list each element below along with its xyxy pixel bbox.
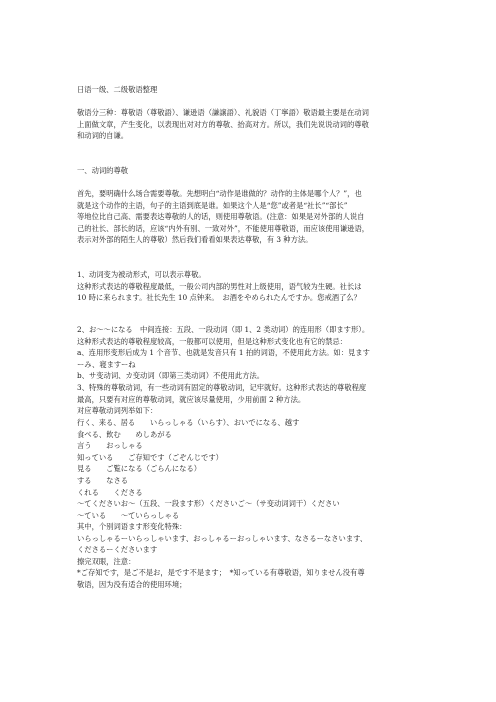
text-line: 表示对外部的陌生人的尊敬）然后我们看看如果表达尊敬，有 3 种方法。 — [77, 235, 313, 245]
text-line: ーみ、寝ますーね — [77, 359, 136, 369]
text-line: くださるーくださいます — [77, 545, 158, 555]
paragraph-method-2-3 — [77, 324, 428, 417]
list-item: ～ている ～ていらっしゃる — [77, 510, 180, 520]
text-line: 等地位比自己高、需要表达尊敬的人的话，则使用尊敬语。(注意：如果是对外部的人说自 — [77, 212, 365, 222]
list-item: する なさる — [77, 475, 129, 485]
text-line: 敬语，因为没有适合的使用环境； — [77, 579, 187, 589]
text-line: 和动词的自谦。 — [77, 131, 129, 141]
section-heading — [77, 165, 428, 177]
text-line: 敬语分三种：尊敬语（尊敬語）、谦逊语（謙譲語）、礼貌语（丁寧語）敬语最主要是在动词 — [77, 108, 369, 117]
list-item: 行く、来る、居る いらっしゃる（いらす）、おいでになる、越す — [77, 418, 300, 427]
text-line: 3、特殊的尊敬动词，有一些动词有固定的尊敬动词，记牢就好。这种形式表达的尊敬程度 — [77, 382, 367, 392]
intro-paragraph — [77, 107, 428, 142]
text-line: 首先，要明确什么场合需要尊敬。先想明白“动作是谁做的？动作的主体是哪个人？”，也 — [77, 189, 362, 198]
text-line: 上面做文章，产生变化，以表现出对对方的尊敬、抬高对方。所以，我们先说说动词的尊敬 — [77, 119, 369, 129]
text-line: いらっしゃるーいらっしゃいます、おっしゃるーおっしゃいます、なさるーなさいます、 — [77, 533, 368, 543]
list-item: くれる くださる — [77, 487, 143, 497]
text-line: 10 時に来られます。社长先生 10 点钟来。 お酒をやめられたんですか。您戒酒了么？ — [77, 293, 361, 303]
text-line: 这种形式表达的尊敬程度最低，一般公司内部的男性对上级使用，语气较为生硬。社长は — [77, 281, 362, 291]
text-line: 己的社长、部长的话，应该“内外有别、一致对外”，不能使用尊敬语，而应该使用谦逊语， — [77, 223, 370, 233]
list-item: 見る ご覧になる（ごらんになる） — [77, 464, 202, 474]
text-line: a、连用形变形后成为 1 个音节、也就是发音只有 1 拍的词语，不使用此方法。如：見ます — [77, 348, 370, 358]
list-item: 言う おっしゃる — [77, 441, 143, 451]
respect-verb-list — [77, 417, 428, 521]
text-line: b、サ变动词、カ变动词（即第三类动词）不使用此方法。 — [77, 371, 265, 381]
text-line: 对应尊敬动词列举如下： — [77, 406, 158, 416]
paragraph-special-forms — [77, 521, 428, 591]
text-line: *ご存知です，是ご不是お，是です不是ます； *知っている有尊敬语，知りません没有尊 — [77, 568, 365, 578]
text-line: 1、动词变为被动形式，可以表示尊敬。 — [77, 270, 206, 279]
title-line: 日语一级、二级敬语整理 — [77, 85, 158, 94]
paragraph-method-1 — [77, 269, 428, 304]
text-line: 最高，只要有对应的尊敬动词，就应该尽量使用，少用前面 2 种方法。 — [77, 394, 306, 404]
list-item: 食べる、飲む めしあがる — [77, 429, 172, 439]
text-line: 擦完双眼，注意： — [77, 556, 136, 566]
paragraph-respect-intro — [77, 188, 428, 246]
text-line: 2、お～～になる 中间连接：五段、一段动词（即 1、2 类动词）的连用形（即ます形）。 — [77, 325, 370, 334]
heading-line: 一、动词的尊敬 — [77, 166, 129, 175]
document-title — [77, 84, 428, 96]
list-item: 知っている ご存知です（ごぞんじです） — [77, 452, 223, 462]
text-line: 其中，个别词语ます形变化特殊： — [77, 522, 187, 531]
text-line: 这种形式表达的尊敬程度较高，一般都可以使用，但是这种形式变化也有它的禁忌： — [77, 336, 347, 346]
list-item: ～てくださいお～（五段、一段ます形）くださいご～（サ变动词词干）ください — [77, 499, 340, 509]
text-line: 就是这个动作的主语，句子的主语到底是谁。如果这个人是“您”或者是“社长”“部长” — [77, 200, 348, 210]
